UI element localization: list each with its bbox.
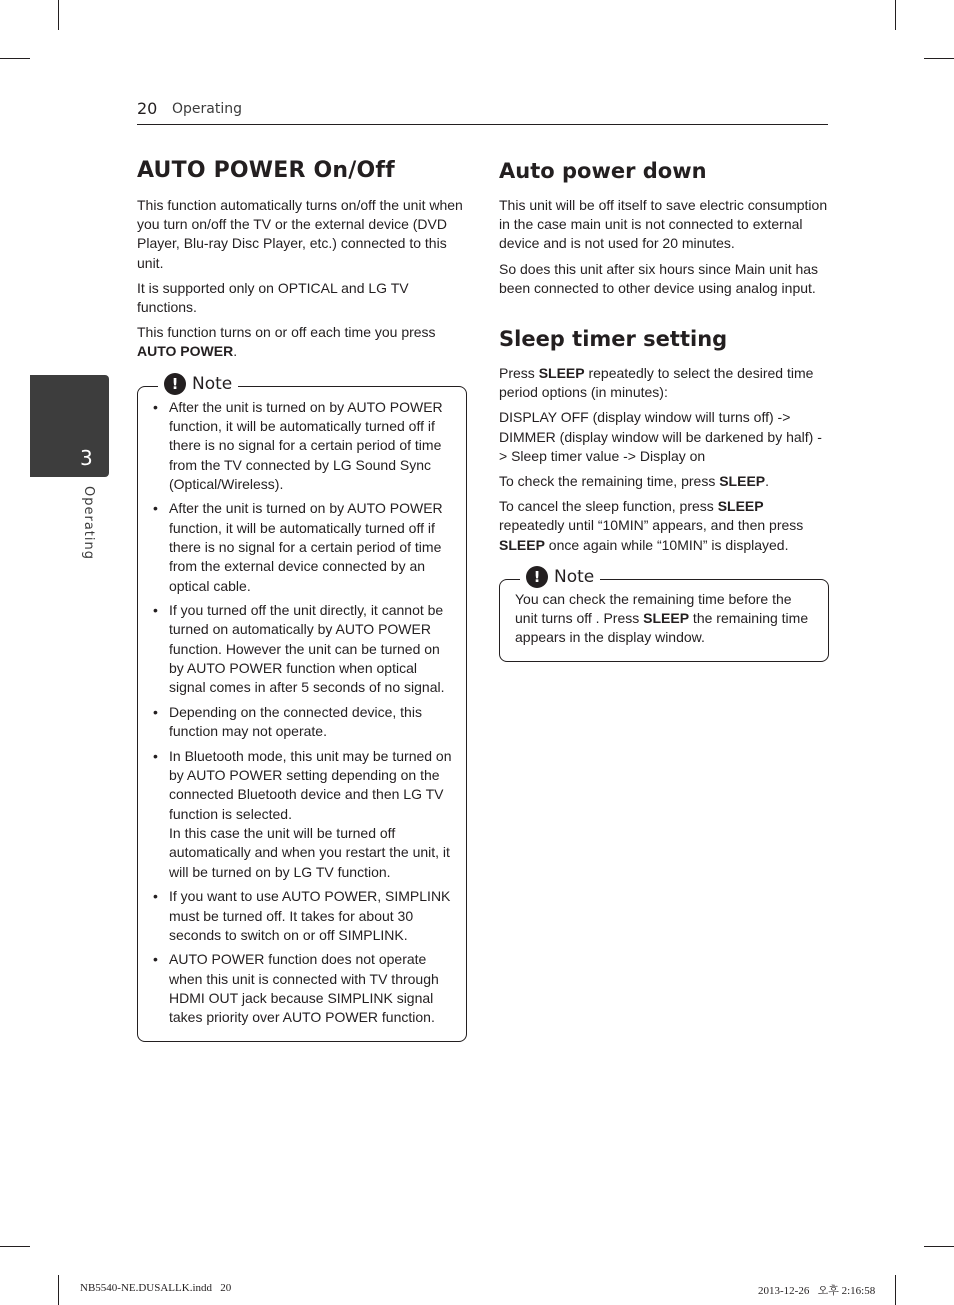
note-item: • If you want to use AUTO POWER, SIMPLINK must be turned off. It takes for about 30 seconds to switch on or off SIMPLINK. bbox=[153, 887, 454, 945]
paragraph-text: Press bbox=[499, 365, 539, 382]
crop-mark bbox=[895, 0, 896, 30]
paragraph-text: To cancel the sleep function, press bbox=[499, 498, 718, 515]
paragraph-text: the remaining time appears in the display window. bbox=[515, 610, 809, 646]
note-item-text: In Bluetooth mode, this unit may be turned on by AUTO POWER setting depending on the connected Bluetooth device and then LG TV function is selected. bbox=[169, 747, 452, 822]
note-item: • If you turned off the unit directly, it cannot be turned on automatically by AUTO POWER function. However the unit can be turned on by AUTO POWER function when optical signal comes in after 5 seconds of no signal. bbox=[153, 601, 454, 697]
exclamation-icon: ! bbox=[164, 373, 186, 395]
auto-power-down-paragraph: This unit will be off itself to save electric consumption in the case main unit is not connected to external device and is not used for 20 minutes. bbox=[499, 197, 828, 252]
crop-mark bbox=[58, 0, 59, 30]
sleep-paragraph bbox=[499, 497, 829, 555]
exclamation-icon: ! bbox=[526, 566, 548, 588]
note-header bbox=[158, 373, 238, 395]
paragraph-text: . bbox=[765, 473, 770, 490]
left-column bbox=[137, 156, 467, 1042]
footer-filename: NB5540-NE.DUSALLK.indd 20 bbox=[80, 1282, 232, 1294]
paragraph-text: . bbox=[233, 343, 238, 360]
section-title: Operating bbox=[172, 101, 242, 117]
sleep-key: SLEEP bbox=[643, 610, 690, 627]
paragraph-text: repeatedly to select the desired time period options (in minutes): bbox=[499, 365, 814, 401]
paragraph-text: repeatedly until “10MIN” appears, and then press bbox=[499, 517, 804, 534]
sleep-key: SLEEP bbox=[717, 498, 764, 515]
spacer bbox=[499, 304, 829, 324]
chapter-tab bbox=[30, 375, 109, 477]
sleep-key: SLEEP bbox=[719, 473, 766, 490]
auto-power-down-paragraph: So does this unit after six hours since Main unit has been connected to other device using analog input. bbox=[499, 260, 819, 296]
note-item-text: In this case the unit will be turned off automatically and when you restart the unit, it will be turned on by LG TV function. bbox=[169, 825, 450, 880]
auto-power-paragraph: It is supported only on OPTICAL and LG TV functions. bbox=[137, 279, 409, 316]
paragraph-text: You can check the remaining time before the unit turns off . Press bbox=[515, 590, 792, 627]
note-label: Note bbox=[554, 566, 595, 587]
crop-mark bbox=[0, 1246, 30, 1247]
crop-mark bbox=[924, 1246, 954, 1247]
paragraph-text: This function turns on or off each time you press bbox=[137, 324, 436, 341]
note-item: • After the unit is turned on by AUTO POWER function, it will be automatically turned off if there is no signal for a certain period of time from the TV connected by LG Sound Sync (Optical/Wireless). bbox=[153, 398, 454, 494]
page-number: 20 bbox=[137, 99, 158, 118]
paragraph-text: To check the remaining time, press bbox=[499, 473, 720, 490]
auto-power-paragraph: This function automatically turns on/off the unit when you turn on/off the TV or the external device (DVD Player, Blu-ray Disc Player, etc.) connected to this unit. bbox=[137, 197, 463, 271]
footer-timestamp: 2013-12-26 오후 2:16:58 bbox=[758, 1285, 876, 1297]
note-item: • After the unit is turned on by AUTO POWER function, it will be automatically turned off if there is no signal for a certain period of time from the external device connected by an optical cable. bbox=[153, 499, 454, 595]
right-column bbox=[499, 156, 829, 662]
sleep-key: SLEEP bbox=[538, 365, 585, 382]
sleep-key: SLEEP bbox=[499, 536, 545, 553]
note-box bbox=[137, 373, 467, 1042]
note-text bbox=[515, 590, 816, 648]
sleep-paragraph: DISPLAY OFF (display window will turns off) -> DIMMER (display window will be darkened by half) -> Sleep timer value -> Display on bbox=[499, 409, 822, 464]
chapter-number: 3 bbox=[80, 446, 93, 470]
note-item bbox=[153, 747, 454, 882]
crop-mark bbox=[58, 1275, 59, 1305]
note-item: • Depending on the connected device, this function may not operate. bbox=[153, 703, 454, 742]
crop-mark bbox=[895, 1275, 896, 1305]
crop-mark bbox=[0, 58, 30, 59]
auto-power-key: AUTO POWER bbox=[137, 343, 234, 360]
paragraph-text: once again while “10MIN” is displayed. bbox=[544, 536, 789, 553]
sleep-paragraph bbox=[499, 364, 829, 402]
auto-power-down-title: Auto power down bbox=[499, 159, 707, 183]
note-list bbox=[153, 398, 454, 1028]
sleep-paragraph bbox=[499, 472, 829, 491]
crop-mark bbox=[924, 58, 954, 59]
note-header bbox=[520, 566, 600, 588]
note-box bbox=[499, 566, 829, 663]
note-label: Note bbox=[192, 373, 233, 394]
sleep-timer-title: Sleep timer setting bbox=[499, 327, 728, 352]
auto-power-title: AUTO POWER On/Off bbox=[137, 158, 395, 183]
header-rule bbox=[137, 124, 828, 125]
chapter-label: Operating bbox=[81, 486, 96, 560]
auto-power-paragraph bbox=[137, 323, 467, 361]
note-item: • AUTO POWER function does not operate when this unit is connected with TV through HDMI OUT jack because SIMPLINK signal takes priority over AUTO POWER function. bbox=[153, 950, 454, 1027]
